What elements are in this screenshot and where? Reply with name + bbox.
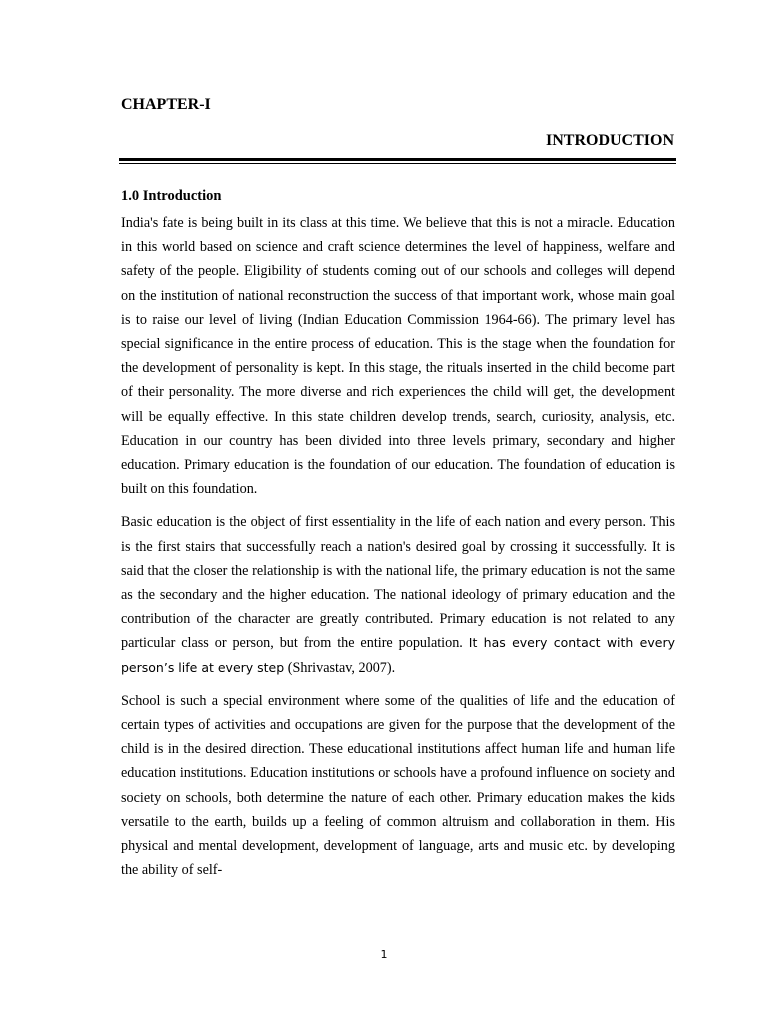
chapter-title: INTRODUCTION	[545, 132, 674, 149]
paragraph-3: School is such a special environment where some of the qualities of life and the education of certain types of activities and occupations are given for the purpose that the development of the child is in the desired direction. These educational institutions affect human life and human life education institutions. Education institutions or schools have a profound influence on society and society on schools, both determine the nature of each other. Primary education makes the kids versatile to the earth, builds up a feeling of common altruism and collaboration in them. His physical and mental development, development of language, arts and music etc. by developing the ability of self-	[121, 692, 675, 879]
paragraph-2-main: Basic education is the object of first essentiality in the life of each nation and every person. This is the first stairs that successfully reach a nation's desired goal by crossing it successfully. It is said that the closer the relationship is with the national life, the primary education is not the same as the secondary and the higher education. The national ideology of primary education and the contribution of the character are greatly contributed. Primary education is not related to any particular class or person, but from the entire population.	[121, 514, 675, 652]
paragraph-1: India's fate is being built in its class at this time. We believe that this is not a miracle. Education in this world based on science and craft science determines the level of happiness, welfare and safety of the people. Eligibility of students coming out of our schools and colleges will depend on the institution of national reconstruction the success of that important work, whose main goal is to raise our level of living (Indian Education Commission 1964-66). The primary level has special significance in the entire process of education. This is the stage when the foundation for the development of personality is kept. In this stage, the rituals inserted in the child become part of their personality. The more diverse and rich experiences the child will get, the development will be equally effective. In this state children develop trends, search, curiosity, analysis, etc. Education in our country has been divided into three levels primary, secondary and higher education. Primary education is the foundation of our education. The foundation of education is built on this foundation.	[121, 215, 675, 498]
page-number: 1	[380, 948, 388, 961]
title-rule-thick	[119, 158, 676, 161]
paragraph-2-quote: It has every contact with every person’s life at every step	[121, 635, 675, 675]
title-rule-thin	[119, 163, 676, 164]
section-heading: 1.0 Introduction	[121, 188, 222, 204]
paragraph-2-citation: (Shrivastav, 2007).	[284, 659, 396, 676]
chapter-label: CHAPTER-I	[121, 96, 211, 113]
paragraph-2	[121, 510, 675, 679]
body-text	[121, 211, 675, 891]
